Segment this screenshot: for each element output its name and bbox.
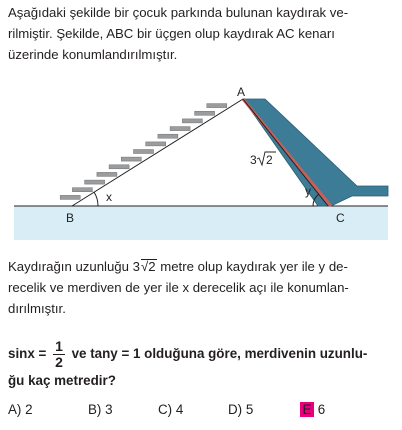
question-suffix: ve tany = 1 olduğuna göre, merdivenin uzunlu- — [67, 346, 368, 362]
description-line-3: dırılmıştır. — [8, 301, 66, 316]
intro-paragraph — [8, 2, 394, 65]
option-a[interactable] — [8, 402, 33, 417]
fraction-one-half — [53, 339, 65, 370]
ladder-step — [207, 104, 227, 108]
ladder-step — [72, 188, 92, 192]
angle-x-arc — [94, 192, 98, 206]
angle-x-label: x — [106, 190, 112, 204]
ladder-line — [72, 99, 243, 206]
radical-sqrt-2: √2 — [140, 259, 156, 274]
option-d-value: 5 — [242, 402, 254, 417]
intro-line-2: rilmiştir. Şekilde, ABC bir üçgen olup kaydırak AC kenarı — [8, 26, 335, 41]
slide-length-coef: 3 — [250, 153, 257, 167]
description-radicand: 2 — [148, 259, 156, 274]
ladder-step — [134, 150, 154, 154]
intro-line-3: üzerinde konumlandırılmıştır. — [8, 47, 178, 62]
option-c[interactable] — [158, 402, 183, 417]
angle-y-label: y — [305, 184, 311, 198]
ladder-steps — [60, 104, 227, 200]
slide-length-label — [250, 152, 276, 167]
option-e-value: 6 — [314, 402, 326, 417]
ladder-step — [97, 172, 117, 176]
vertex-label-a: A — [237, 85, 246, 99]
ladder-step — [182, 119, 202, 123]
ladder-step — [85, 180, 105, 184]
option-b-value: 3 — [101, 402, 113, 417]
option-c-letter: C) — [158, 402, 173, 417]
option-a-value: 2 — [21, 402, 33, 417]
description-line-2: recelik ve merdiven de yer ile x derecelik açı ile konumlan- — [8, 280, 349, 295]
playground-slide-figure — [0, 84, 402, 244]
option-b[interactable] — [88, 402, 113, 417]
ladder-step — [109, 165, 129, 169]
vertex-label-c: C — [336, 211, 345, 225]
ladder-step — [170, 127, 190, 131]
slide-length-radicand: 2 — [266, 153, 273, 167]
option-b-letter: B) — [88, 402, 102, 417]
fraction-denominator: 2 — [55, 354, 63, 370]
option-a-letter: A) — [8, 402, 22, 417]
option-d[interactable] — [228, 402, 253, 417]
ladder-step — [60, 195, 80, 199]
description-line-1a: Kaydırağın uzunluğu 3 — [8, 259, 140, 274]
description-line-1b: metre olup kaydırak yer ile y de- — [156, 259, 348, 274]
question-line-2: ğu kaç metredir? — [8, 373, 116, 388]
answer-options — [8, 402, 398, 422]
question-line-1 — [8, 339, 396, 370]
question-prefix: sinx = — [8, 346, 51, 362]
description-paragraph — [8, 256, 394, 319]
ladder-step — [146, 142, 166, 146]
option-e[interactable] — [300, 402, 325, 417]
fraction-numerator: 1 — [55, 338, 63, 354]
option-d-letter: D) — [228, 402, 243, 417]
intro-line-1: Aşağıdaki şekilde bir çocuk parkında bulunan kaydırak ve- — [8, 5, 349, 20]
option-e-letter: E — [300, 402, 314, 417]
ladder-step — [121, 157, 141, 161]
ladder-step — [195, 111, 215, 115]
option-c-value: 4 — [172, 402, 184, 417]
vertex-label-b: B — [66, 211, 75, 225]
ladder-step — [158, 134, 178, 138]
